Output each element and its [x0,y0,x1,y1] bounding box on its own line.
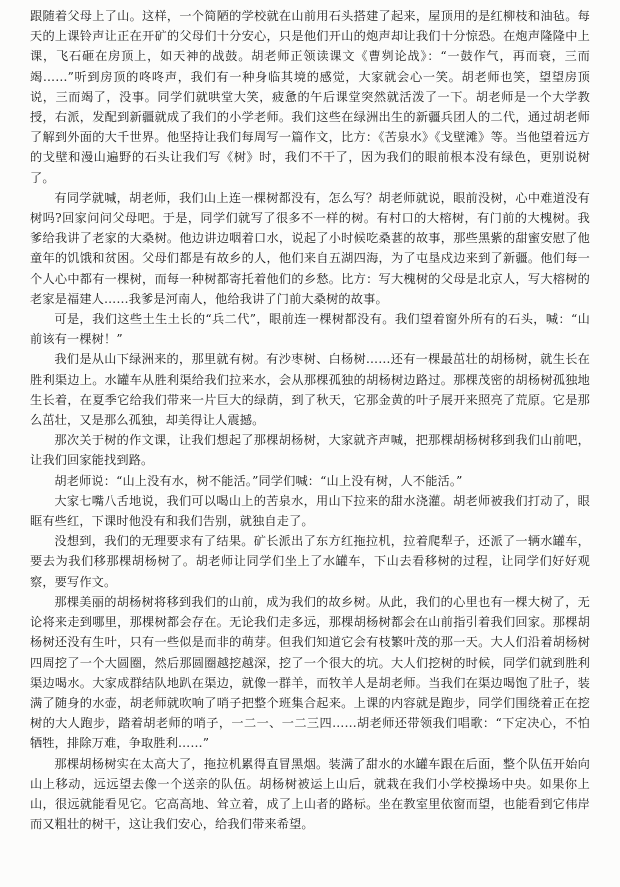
paragraph-1: 跟随着父母上了山。这样，一个简陋的学校就在山前用石头搭建了起来，屋顶用的是红柳枝和油毡。每天的上课铃声让正在开矿的父母们十分安心，只是他们开山的炮声却让我们十分惊恐。在炮声隆隆中上课，飞石砸在房顶上，如天神的战鼓。胡老师正领读课文《曹刿论战》：“一鼓作气，再而衰，三而竭……”听到房顶的咚咚声，我们有一种身临其境的感觉，大家就会心一笑。胡老师也笑，望望房顶说，三而竭了，没事。同学们就哄堂大笑，疲惫的午后课堂突然就活泼了一下。胡老师是一个大学教授，右派，发配到新疆就成了我们的小学老师。我们这些在绿洲出生的新疆兵团人的二代，通过胡老师了解到外面的大千世界。他坚持让我们每周写一篇作文，比方：《苦泉水》《戈壁滩》等。当他望着远方的戈壁和漫山遍野的石头让我们写《树》时，我们不干了，因为我们的眼前根本没有绿色，更别说树了。 [30,9,590,185]
paragraph-3: 可是，我们这些土生土长的“兵二代”，眼前连一棵树都没有。我们望着窗外所有的石头，喊：“山前该有一棵树！” [30,312,590,347]
paragraph-5: 那次关于树的作文课，让我们想起了那棵胡杨树，大家就齐声喊，把那棵胡杨树移到我们山前吧，让我们回家能找到路。 [30,433,590,468]
paragraph-8: 没想到，我们的无理要求有了结果。矿长派出了东方红拖拉机，拉着爬犁子，还派了一辆水罐车，要去为我们移那棵胡杨树了。胡老师让同学们坐上了水罐车，下山去看移树的过程，让同学们好好观察，要写作文。 [30,534,590,589]
paragraph-2: 有同学就喊，胡老师，我们山上连一棵树都没有，怎么写？胡老师就说，眼前没树，心中难道没有树吗?回家问问父母吧。于是，同学们就写了很多不一样的树。有村口的大榕树，有门前的大槐树。我爹给我讲了老家的大桑树。他边讲边咽着口水，说起了小时候吃桑葚的故事，那些黑紫的甜蜜安慰了他童年的饥饿和贫困。父母们都是有故乡的人，他们来自五湖四海，为了屯垦戍边来到了新疆。他们每一个人心中都有一棵树，而每一种树都寄托着他们的乡愁。比方：写大槐树的父母是北京人，写大榕树的老家是福建人……我爹是河南人，他给我讲了门前大桑树的故事。 [30,190,590,306]
article-body [30,6,590,834]
paragraph-10: 那棵胡杨树实在太高大了，拖拉机累得直冒黑烟。装满了甜水的水罐车跟在后面，整个队伍开始向山上移动，远远望去像一个送亲的队伍。胡杨树被运上山后，就栽在我们小学校操场中央。如果你上山，很远就能看见它。它高高地、耸立着，成了上山者的路标。坐在教室里依窗而望，也能看到它伟岸而又粗壮的树干，这让我们安心，给我们带来希望。 [30,756,590,832]
paragraph-9: 那棵美丽的胡杨树将移到我们的山前，成为我们的故乡树。从此，我们的心里也有一棵大树了，无论将来走到哪里，那棵树都会存在。无论我们走多远，那棵胡杨树都会在山前指引着我们回家。那棵胡杨树还没有生叶，只有一些似是而非的萌芽。但我们知道它会有枝繁叶茂的那一天。大人们沿着胡杨树四周挖了一个大圆圈，然后那圆圈越挖越深，挖了一个很大的坑。大人们挖树的时候，同学们就到胜利渠边喝水。大家成群结队地趴在渠边，就像一群羊，而牧羊人是胡老师。当我们在渠边喝饱了肚子，装满了随身的水壶，胡老师就吹响了哨子把整个班集合起来。上课的内容就是跑步，同学们围绕着正在挖树的大人跑步，踏着胡老师的哨子，一二一、一二三四……胡老师还带领我们唱歌：“下定决心，不怕牺牲，排除万难，争取胜利……” [30,594,590,751]
paragraph-4: 我们是从山下绿洲来的，那里就有树。有沙枣树、白杨树……还有一棵最茁壮的胡杨树，就生长在胜利渠边上。水罐车从胜利渠给我们拉来水，会从那棵孤独的胡杨树边路过。那棵茂密的胡杨树孤独地生长着，在夏季它给我们带来一片巨大的绿荫，到了秋天，它那金黄的叶子展开来照亮了荒原。它是那么茁壮，又是那么孤独，却美得让人震撼。 [30,352,590,428]
paragraph-7: 大家七嘴八舌地说，我们可以喝山上的苦泉水，用山下拉来的甜水浇灌。胡老师被我们打动了，眼眶有些红，下课时他没有和我们告别，就独自走了。 [30,493,590,529]
paragraph-6: 胡老师说：“山上没有水，树不能活。”同学们喊：“山上没有树，人不能活。” [54,473,463,488]
